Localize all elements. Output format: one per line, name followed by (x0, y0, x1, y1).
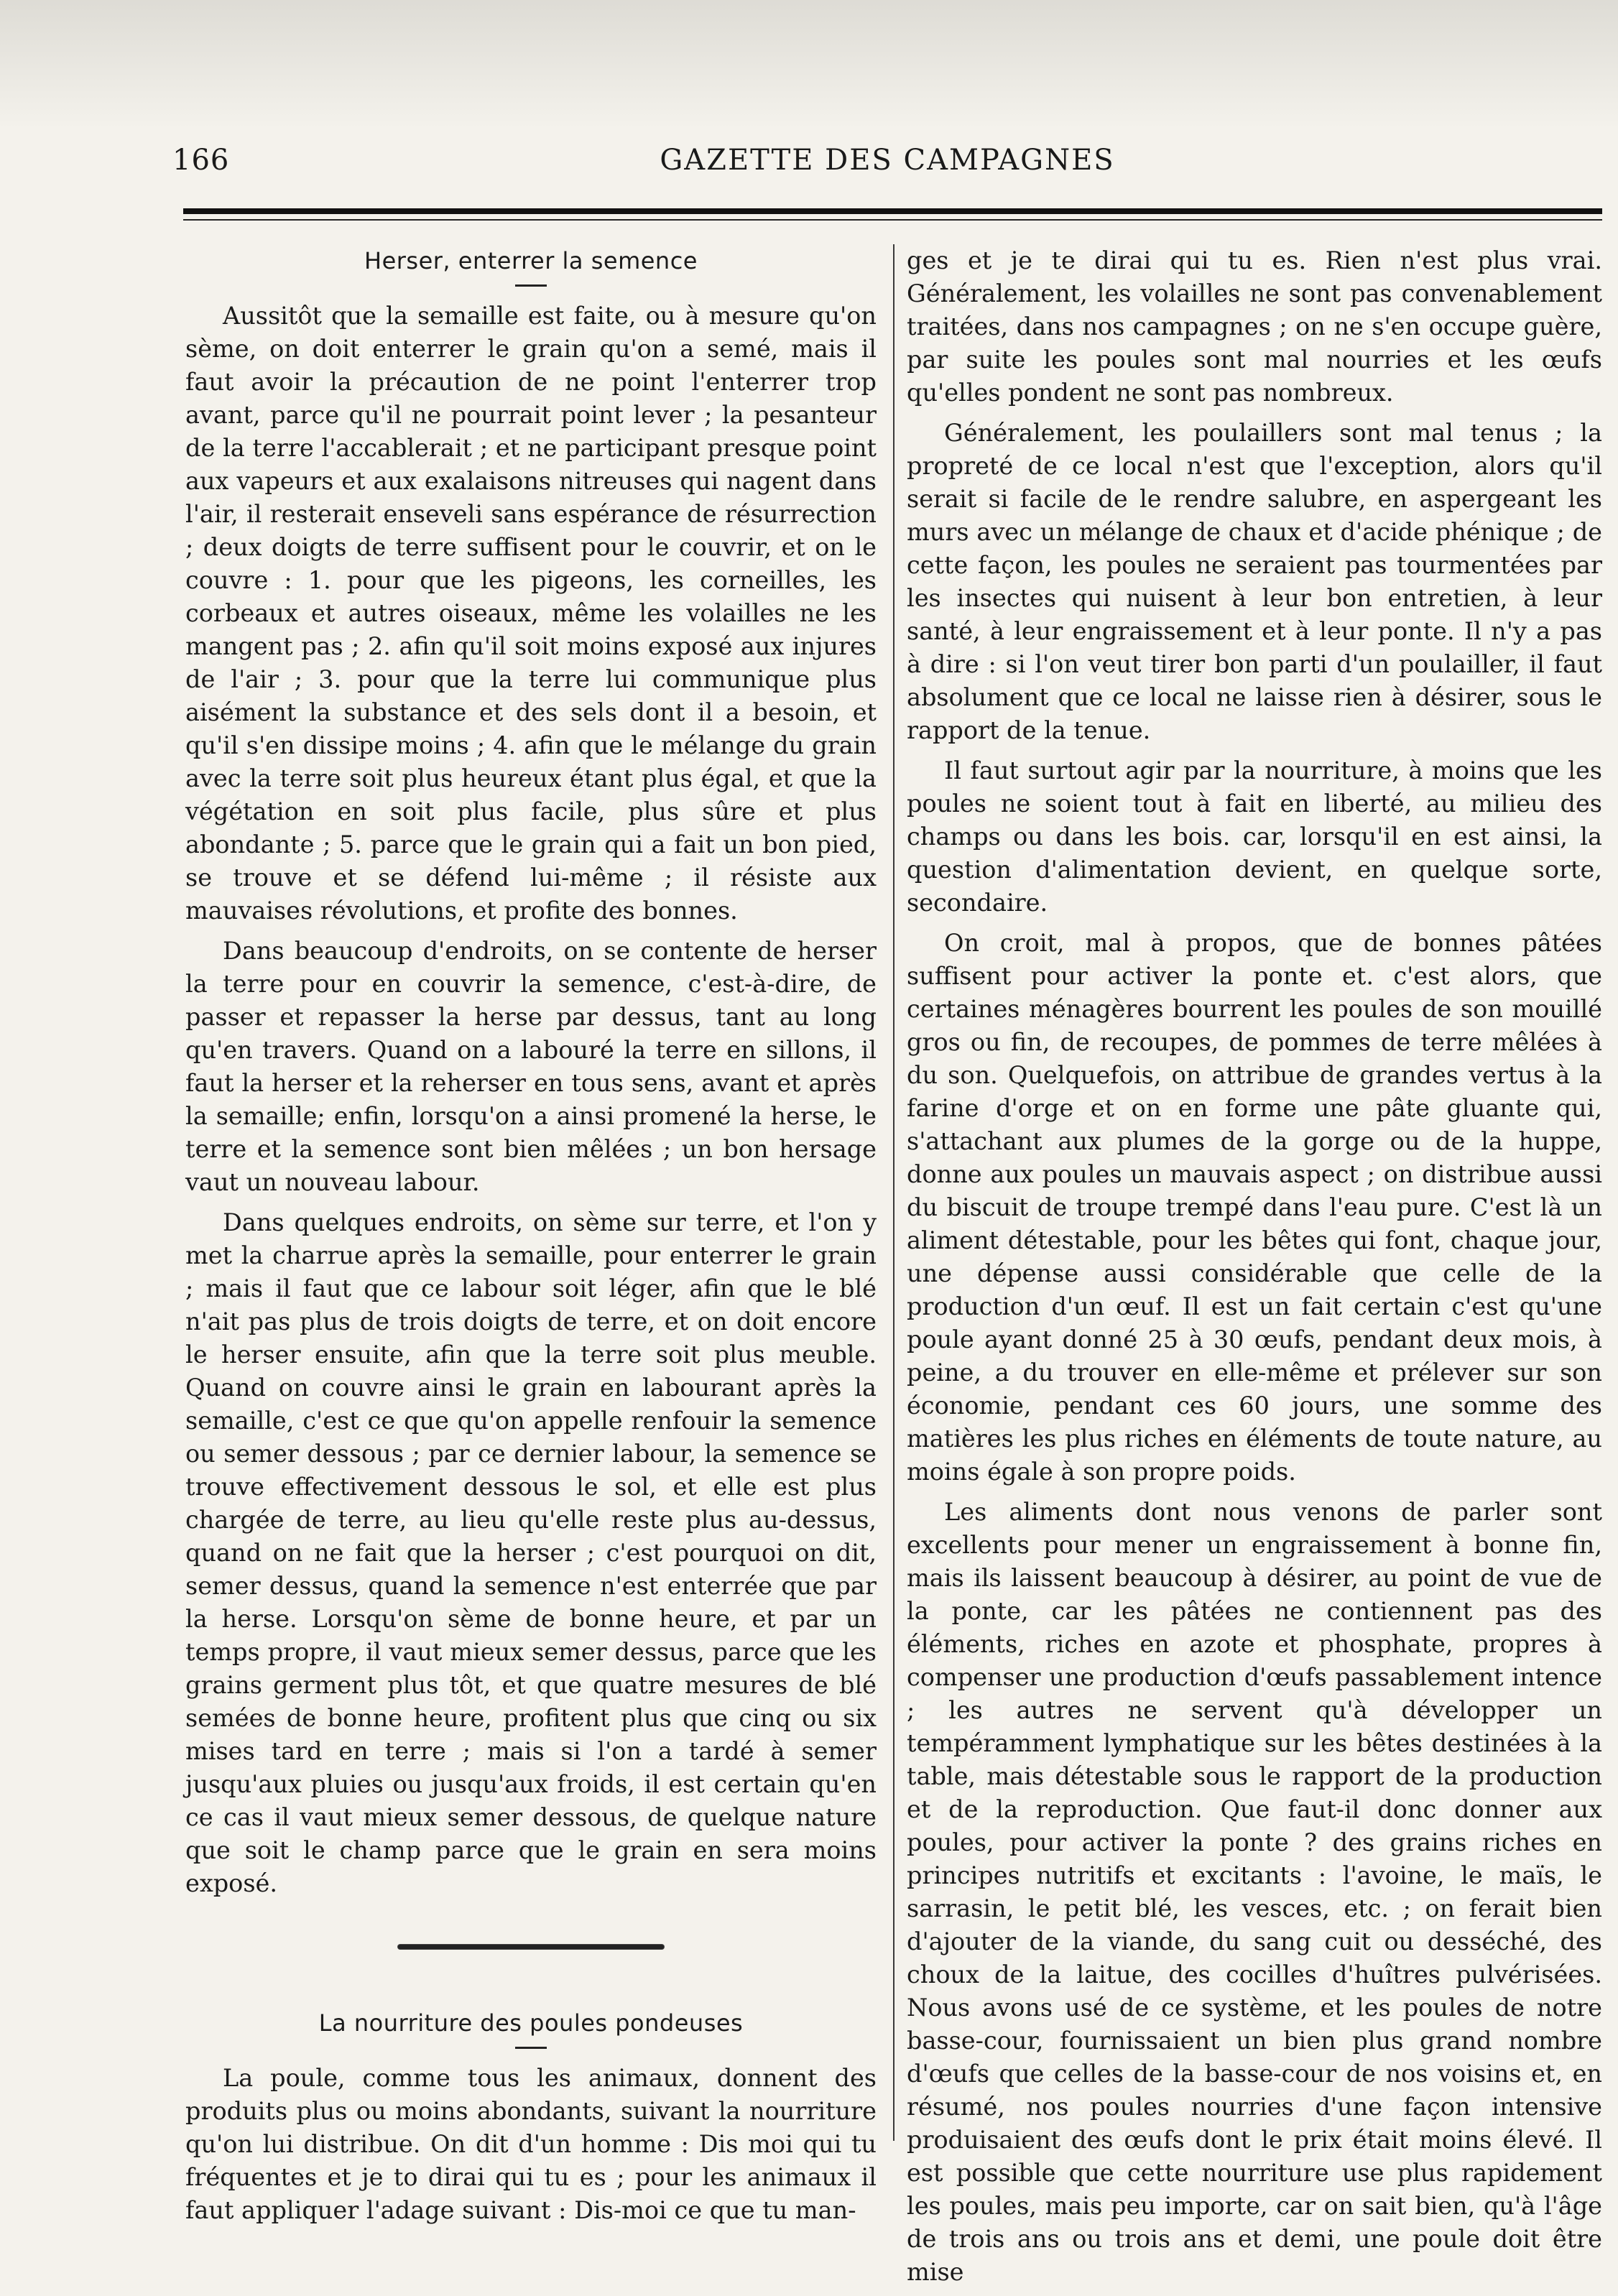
article-title-poules: La nourriture des poules pondeuses (318, 2009, 744, 2037)
paper-texture (0, 0, 1618, 129)
article-paragraph: Il faut surtout agir par la nourriture, à moins que les poules ne soient tout à fait en liberté, au milieu des champs ou dans les bois. car, lorsqu'il en est ainsi, la question d'alimentation devient, en quelque sorte, secondaire. (907, 756, 1602, 917)
article-title-herser: Herser, enterrer la semence (364, 247, 698, 274)
article-paragraph: Généralement, les poulaillers sont mal tenus ; la propreté de ce local n'est que l'exception, alors qu'il serait si facile de le rendre salubre, en aspergeant les murs avec un mélange de chaux et d'acide phénique ; de cette façon, les poules ne seraient pas tourmentées par les insectes qui nuisent à leur bon entretien, à leur santé, à leur engraissement et à leur ponte. Il n'y a pas à dire : si l'on veut tirer bon parti d'un poulailler, il faut absolument que ce local ne laisse rien à désirer, sous le rapport de la tenue. (907, 419, 1602, 744)
header-rule-thick (183, 208, 1602, 214)
left-column (185, 244, 877, 2234)
article-paragraph: Dans beaucoup d'endroits, on se contente de herser la terre pour en couvrir la semence, c'est-à-dire, de passer et repasser la herse par dessus, tant au long qu'en travers. Quand on a labouré la terre en sillons, il faut la herser et la reherser en tous sens, avant et après la semaille; enfin, lorsqu'on a ainsi promené la herse, le terre et la semence sont bien mêlées ; un bon hersage vaut un nouveau labour. (185, 937, 877, 1196)
article-paragraph: Dans quelques endroits, on sème sur terre, et l'on y met la charrue après la semaille, pour enterrer le grain ; mais il faut que ce labour soit léger, afin que le blé n'ait pas plus de trois doigts de terre, et on doit encore le herser ensuite, afin que la terre soit plus meuble. Quand on couvre ainsi le grain en labourant après la semaille, c'est ce que qu'on appelle renfouir la semence ou semer dessous ; par ce dernier labour, la semence se trouve effectivement dessous le sol, et elle est plus chargée de terre, au lieu qu'elle reste plus au-dessus, quand on ne fait que la herser ; c'est pourquoi on dit, semer dessus, quand la semence n'est enterrée que par la herse. Lorsqu'on sème de bonne heure, et par un temps propre, il vaut mieux semer dessus, parce que les grains germent plus tôt, et que quatre mesures de blé semées de bonne heure, profitent plus que cinq ou six mises tard en terre ; mais si l'on a tardé à semer jusqu'aux pluies ou jusqu'aux froids, il est certain qu'en ce cas il vaut mieux semer dessous, de quelque nature que soit le champ parce que le grain en sera moins exposé. (185, 1208, 877, 1897)
title-dash (515, 284, 547, 287)
section-ornament-rule (398, 1945, 664, 1949)
article-paragraph: ges et je te dirai qui tu es. Rien n'est plus vrai. Généralement, les volailles ne sont pas convenablement traitées, dans nos campagnes ; on ne s'en occupe guère, par suite les poules sont mal nourries et les œufs qu'elles pondent ne sont pas nombreux. (907, 246, 1602, 407)
article-paragraph: On croit, mal à propos, que de bonnes pâtées suffisent pour activer la ponte et. c'est alors, que certaines ménagères bourrent les poules de son mouillé gros ou fin, de recoupes, de pommes de terre mêlées à du son. Quelquefois, on attribue de grandes vertus à la farine d'orge et on en forme une pâte gluante qui, s'attachant aux plumes de la gorge ou de la huppe, donne aux poules un mauvais aspect ; on distribue aussi du biscuit de troupe trempé dans l'eau pure. C'est là un aliment détestable, pour les bêtes qui font, chaque jour, une dépense aussi considérable que celle de la production d'un œuf. Il est un fait certain c'est qu'une poule ayant donné 25 à 30 œufs, pendant deux mois, à peine, a du trouver en elle-même et prélever sur son économie, pendant ces 60 jours, une somme des matières les plus riches en éléments de toute nature, au moins égale à son propre poids. (907, 929, 1602, 1486)
article-paragraph: La poule, comme tous les animaux, donnent des produits plus ou moins abondants, suivant la nourriture qu'on lui distribue. On dit d'un homme : Dis moi qui tu fréquentes et je to dirai qui tu es ; pour les animaux il faut appliquer l'adage suivant : Dis-moi ce que tu man- (185, 2064, 877, 2224)
right-column (907, 244, 1602, 2296)
title-dash (515, 2047, 547, 2049)
article-paragraph: Les aliments dont nous venons de parler sont excellents pour mener un engraissement à bonne fin, mais ils laissent beaucoup à désirer, au point de vue de la ponte, car les pâtées ne contiennent pas des éléments, riches en azote et phosphate, propres à compenser une production d'œufs passablement intence ; les autres ne servent qu'à développer un tempéramment lymphatique sur les bêtes destinées à la table, mais détestable sous le rapport de la production et de la reproduction. Que faut-il donc donner aux poules, pour activer la ponte ? des grains riches en principes nutritifs et excitants : l'avoine, le maïs, le sarrasin, le petit blé, les vesces, etc. ; on ferait bien d'ajouter de la viande, du sang cuit ou desséché, des choux de la laitue, des cocilles d'huîtres pulvérisées. Nous avons usé de ce système, et les poules de notre basse-cour, fournissaient un bien plus grand nombre d'œufs que celles de la basse-cour de nos voisins et, en résumé, nos poules nourries d'une façon intensive produisaient des œufs dont le prix était moins élevé. Il est possible que cette nourriture use plus rapidement les poules, mais peu importe, car on sait bien, qu'à l'âge de trois ans ou trois ans et demi, une poule doit être mise (907, 1498, 1602, 2286)
page-number: 166 (172, 144, 230, 177)
article-paragraph: Aussitôt que la semaille est faite, ou à mesure qu'on sème, on doit enterrer le grain qu'on a semé, mais il faut avoir la précaution de ne point l'enterrer trop avant, parce qu'il ne pourrait point lever ; la pesanteur de la terre l'accablerait ; et ne participant presque point aux vapeurs et aux exalaisons nitreuses qui nagent dans l'air, il resterait enseveli sans espérance de résurrection ; deux doigts de terre suffisent pour le couvrir, et on le couvre : 1. pour que les pigeons, les corneilles, les corbeaux et autres oiseaux, même les volailles ne les mangent pas ; 2. afin qu'il soit moins exposé aux injures de l'air ; 3. pour que la terre lui communique plus aisément la substance et des sels dont il a besoin, et qu'il s'en dissipe moins ; 4. afin que le mélange du grain avec la terre soit plus heureux étant plus égal, et que la végétation en soit plus facile, plus sûre et plus abondante ; 5. parce que le grain qui a fait un bon pied, se trouve et se défend lui-même ; il résiste aux mauvaises révolutions, et profite des bonnes. (185, 302, 877, 925)
column-divider (893, 244, 894, 2141)
running-title: GAZETTE DES CAMPAGNES (660, 144, 1115, 177)
page-header (172, 144, 1602, 180)
header-rule-thin (183, 219, 1602, 221)
